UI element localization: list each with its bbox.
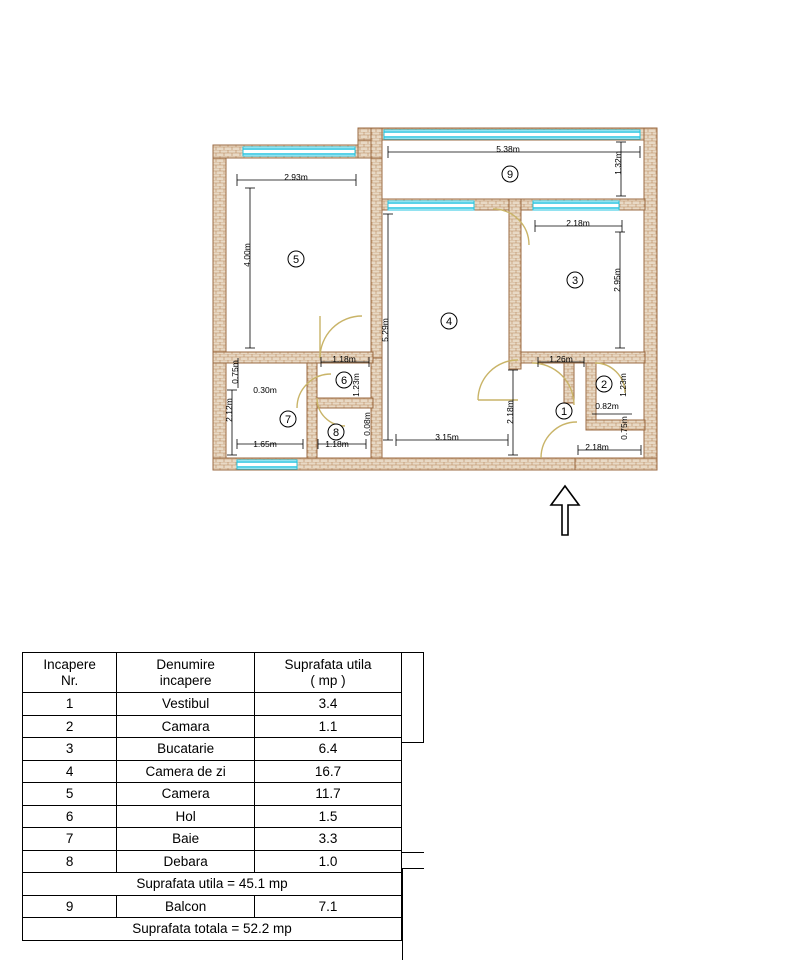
header-room-name [117,653,255,693]
dimension-label: 5.29m [380,318,390,342]
dimension-label: 0.82m [595,401,619,411]
cell-room-number: 7 [23,828,117,851]
cell-room-number: 8 [23,850,117,873]
dimension-label: 0.75m [230,360,240,384]
dimension-label: 0.30m [253,385,277,395]
table-stub-line-4 [402,852,424,853]
dimension-label: 1.23m [618,373,628,397]
room-marker-5 [288,251,304,267]
cell-room-number: 9 [23,895,117,918]
header-room-area [255,653,402,693]
cell-room-number: 5 [23,783,117,806]
svg-text:1: 1 [560,406,568,418]
cell-room-number: 2 [23,715,117,738]
svg-text:2: 2 [600,379,608,391]
dimension-label: 2.18m [505,400,515,424]
room-marker-6 [336,372,352,388]
header-room-number-line2: Nr. [61,672,79,688]
svg-text:5: 5 [292,254,300,266]
svg-text:8: 8 [332,427,340,439]
header-room-name-line1: Denumire [156,657,215,672]
cell-room-number: 4 [23,760,117,783]
usable-area-total: Suprafata utila = 45.1 mp [23,873,402,896]
room-marker-4 [441,313,457,329]
dimension-label: 1.65m [253,439,277,449]
cell-room-area: 11.7 [255,783,402,806]
room-schedule-table [22,652,402,941]
dimension-label: 4.00m [242,243,252,267]
cell-room-number: 3 [23,738,117,761]
dimension-label: 1.18m [332,354,356,364]
cell-room-name: Balcon [117,895,255,918]
table-row [23,760,402,783]
header-room-area-line2: ( mp ) [310,672,346,688]
cell-room-name: Hol [117,805,255,828]
cell-room-name: Bucatarie [117,738,255,761]
dimension-label: 1.18m [325,439,349,449]
room-marker-7 [280,411,296,427]
table-stub-line-1 [402,652,424,653]
table-subtotal-row [23,873,402,896]
grand-total-area: Suprafata totala = 52.2 mp [23,918,402,941]
room-marker-9 [502,166,518,182]
dimension-label: 1.23m [351,373,361,397]
svg-text:4: 4 [445,316,453,328]
cell-room-name: Camara [117,715,255,738]
room-marker-2 [596,376,612,392]
cell-room-number: 6 [23,805,117,828]
svg-text:7: 7 [284,414,292,426]
dimension-label: 2.18m [566,218,590,228]
table-total-row [23,918,402,941]
dimension-label: 0.75m [619,416,629,440]
cell-room-area: 7.1 [255,895,402,918]
dimension-label: 0.08m [362,412,372,436]
dimension-label: 2.93m [284,172,308,182]
svg-text:3: 3 [571,275,579,287]
dimension-label: 1.32m [613,151,623,175]
cell-room-name: Camera de zi [117,760,255,783]
doors-group [297,209,625,458]
table-row [23,850,402,873]
cell-room-area: 3.3 [255,828,402,851]
dimension-label: 2.95m [612,268,622,292]
table-row [23,693,402,716]
table-row [23,715,402,738]
header-room-number [23,653,117,693]
table-row [23,783,402,806]
cell-room-area: 1.5 [255,805,402,828]
cell-room-name: Vestibul [117,693,255,716]
dimension-label: 2.12m [224,398,234,422]
dimension-label: 1.26m [549,354,573,364]
table-stub-line-3 [402,742,424,743]
cell-room-name: Debara [117,850,255,873]
cell-room-name: Baie [117,828,255,851]
room-marker-3 [567,272,583,288]
cell-room-area: 1.0 [255,850,402,873]
room-marker-1 [556,403,572,419]
table-row [23,738,402,761]
table-stub-line-5 [402,868,424,869]
cell-room-name: Camera [117,783,255,806]
table-stub-line-2 [423,652,424,742]
entrance-arrow [551,486,579,535]
room-marker-8 [328,424,344,440]
cell-room-area: 1.1 [255,715,402,738]
table-row [23,805,402,828]
dimension-label: 5.38m [496,144,520,154]
cell-room-area: 6.4 [255,738,402,761]
dimension-label: 2.18m [585,442,609,452]
table-header-row [23,653,402,693]
dimension-label: 3.15m [435,432,459,442]
cell-room-area: 16.7 [255,760,402,783]
dimension-lines [227,142,641,455]
svg-text:6: 6 [340,375,348,387]
svg-text:9: 9 [506,169,514,181]
cell-room-area: 3.4 [255,693,402,716]
header-room-number-line1: Incapere [43,657,96,672]
header-room-name-line2: incapere [159,672,212,688]
table-stub-line-6 [402,868,403,960]
table-row [23,895,402,918]
table-row [23,828,402,851]
cell-room-number: 1 [23,693,117,716]
header-room-area-line1: Suprafata utila [284,657,372,672]
